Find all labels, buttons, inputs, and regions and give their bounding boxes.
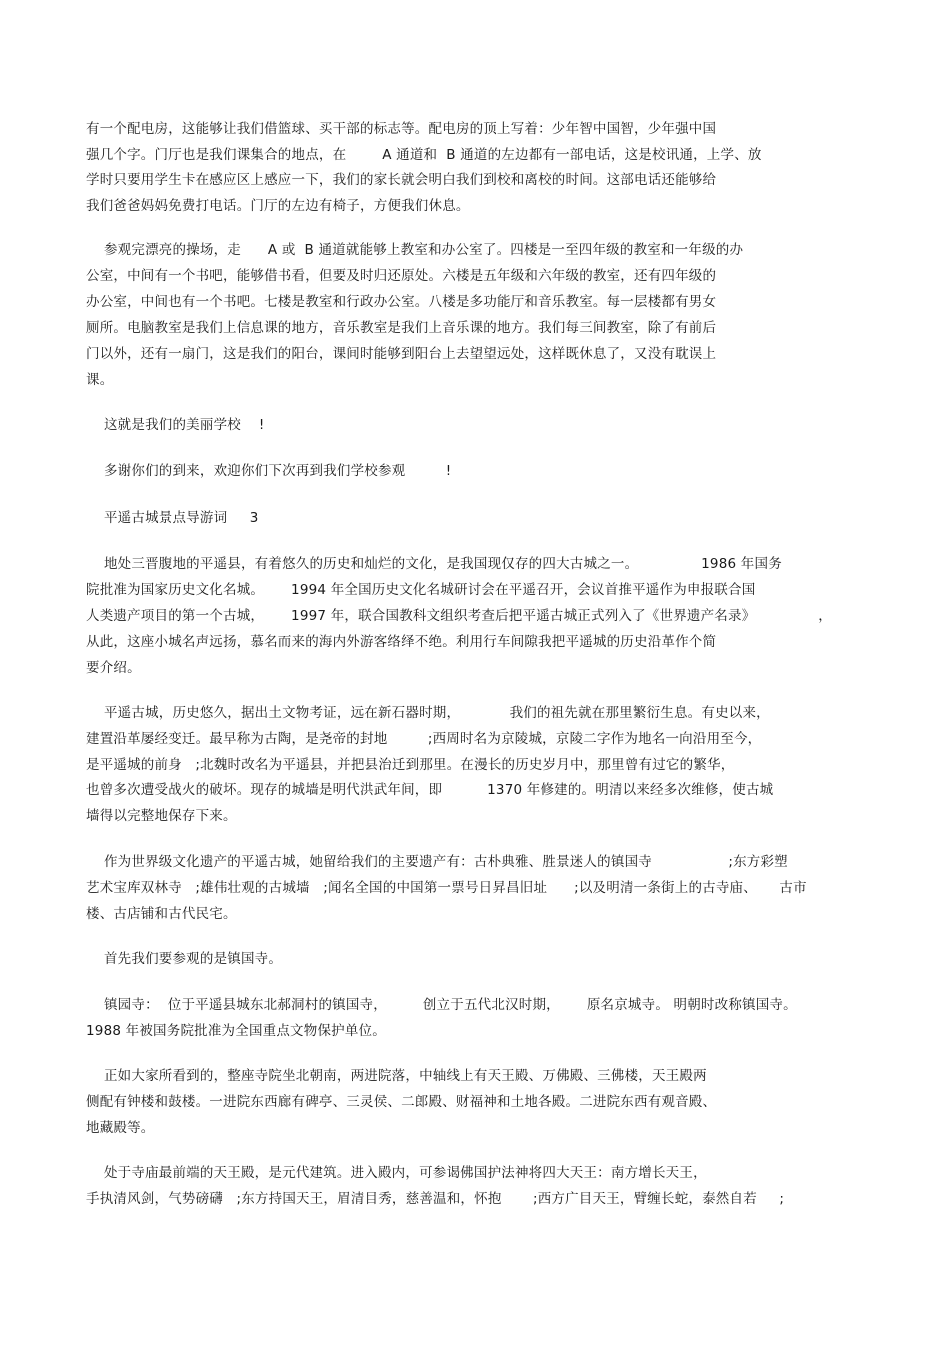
text-line: 是平遥城的前身 ;北魏时改名为平遥县，并把县治迁到那里。在漫长的历史岁月中，那里曾有过它的繁华， (86, 757, 735, 773)
text-line: 艺术宝库双林寺 ;雄伟壮观的古城墙 ;闻名全国的中国第一票号日昇昌旧址 ;以及明清一条街上的古寺庙、 古市 (86, 880, 807, 896)
text-line: 课。 (86, 372, 114, 388)
text-line: 侧配有钟楼和鼓楼。一进院东西廊有碑亭、三灵侯、二郎殿、财福神和土地各殿。二进院东西有观音殿、 (86, 1094, 717, 1110)
text-line: 要介绍。 (86, 660, 141, 676)
text-line: 墙得以完整地保存下来。 (86, 808, 237, 824)
text-line: 地处三晋腹地的平遥县，有着悠久的历史和灿烂的文化，是我国现仅存的四大古城之一。 1986 年国务 (86, 556, 782, 572)
text-line: 办公室，中间也有一个书吧。七楼是教室和行政办公室。八楼是多功能厅和音乐教室。每一层楼都有男女 (86, 294, 717, 310)
text-line: 从此，这座小城名声远扬，慕名而来的海内外游客络绎不绝。利用行车间隙我把平遥城的历史沿革作个简 (86, 634, 717, 650)
text-line: 这就是我们的美丽学校 ! (86, 417, 265, 433)
text-line: 1988 年被国务院批准为全国重点文物保护单位。 (86, 1023, 386, 1039)
text-line: 厕所。电脑教室是我们上信息课的地方，音乐教室是我们上音乐课的地方。我们每三间教室，除了有前后 (86, 320, 717, 336)
text-line: 也曾多次遭受战火的破坏。现存的城墙是明代洪武年间，即 1370 年修建的。明清以来经多次维修，使古城 (86, 782, 774, 798)
text-line: 强几个字。门厅也是我们课集合的地点，在 A 通道和 B 通道的左边都有一部电话，这是校讯通，上学、放 (86, 147, 762, 163)
text-line: 院批准为国家历史文化名城。 1994 年全国历史文化名城研讨会在平遥召开，会议首推平遥作为申报联合国 (86, 582, 756, 598)
text-line: 有一个配电房，这能够让我们借篮球、买干部的标志等。配电房的顶上写着：少年智中国智，少年强中国 (86, 121, 717, 137)
text-line: 参观完漂亮的操场，走 A 或 B 通道就能够上教室和办公室了。四楼是一至四年级的教室和一年级的办 (86, 242, 744, 258)
text-line: 平遥古城景点导游词 3 (86, 510, 259, 526)
text-line: 首先我们要参观的是镇国寺。 (86, 951, 283, 967)
text-line: 处于寺庙最前端的天王殿，是元代建筑。进入殿内，可参谒佛国护法神将四大天王：南方增长天王， (86, 1165, 707, 1181)
text-line: 人类遗产项目的第一个古城， 1997 年，联合国教科文组织考查后把平遥古城正式列入了《世界遗产名录》 ， (86, 608, 832, 624)
text-line: 镇园寺： 位于平遥县城东北郝洞村的镇国寺， 创立于五代北汉时期， 原名京城寺。 明朝时改称镇国寺。 (86, 997, 797, 1013)
text-line: 学时只要用学生卡在感应区上感应一下，我们的家长就会明白我们到校和离校的时间。这部电话还能够给 (86, 172, 717, 188)
text-line: 我们爸爸妈妈免费打电话。门厅的左边有椅子，方便我们休息。 (86, 198, 470, 214)
text-line: 建置沿革屡经变迁。最早称为古陶，是尧帝的封地 ;西周时名为京陵城，京陵二字作为地名一向沿用至今， (86, 731, 762, 747)
text-line: 正如大家所看到的，整座寺院坐北朝南，两进院落，中轴线上有天王殿、万佛殿、三佛楼，天王殿两 (86, 1068, 707, 1084)
text-line: 多谢你们的到来，欢迎你们下次再到我们学校参观 ! (86, 463, 452, 479)
text-line: 作为世界级文化遗产的平遥古城，她留给我们的主要遗产有：古朴典雅、胜景迷人的镇国寺 ;东方彩塑 (86, 854, 788, 870)
text-line: 手执清风剑，气势磅礴 ;东方持国天王，眉清目秀，慈善温和，怀抱 ;西方广目天王，臂缠长蛇，泰然自若 ; (86, 1191, 785, 1207)
text-line: 地藏殿等。 (86, 1120, 155, 1136)
text-line: 公室，中间有一个书吧，能够借书看，但要及时归还原处。六楼是五年级和六年级的教室，还有四年级的 (86, 268, 717, 284)
text-line: 门以外，还有一扇门，这是我们的阳台，课间时能够到阳台上去望望远处，这样既休息了，又没有耽误上 (86, 346, 717, 362)
text-line: 楼、古店铺和古代民宅。 (86, 906, 237, 922)
text-line: 平遥古城，历史悠久，据出土文物考证，远在新石器时期， 我们的祖先就在那里繁衍生息。有史以来， (86, 705, 770, 721)
